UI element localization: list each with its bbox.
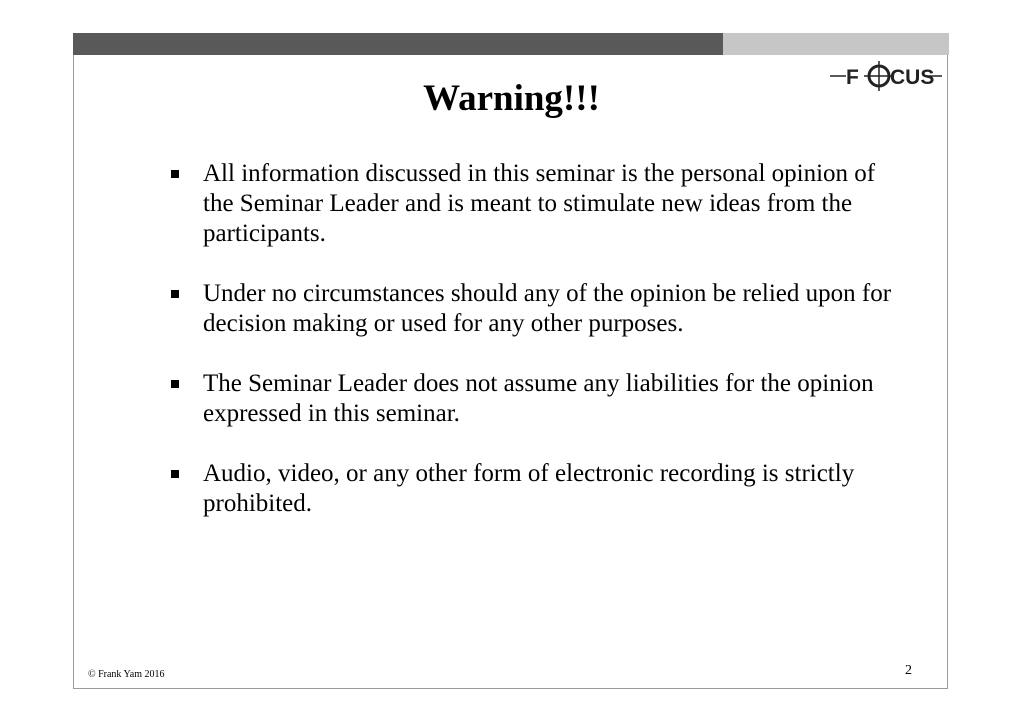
slide-title: Warning!!! — [423, 78, 600, 119]
square-bullet-icon — [171, 290, 179, 298]
bullet-list — [171, 159, 901, 549]
list-item — [171, 459, 901, 519]
page-number: 2 — [905, 663, 912, 678]
bullet-text: Audio, video, or any other form of electronic recording is strictly prohibited. — [203, 460, 855, 517]
bullet-text: Under no circumstances should any of the opinion be relied upon for decision making or used for any other purposes. — [203, 280, 892, 337]
square-bullet-icon — [171, 470, 179, 478]
bullet-text: All information discussed in this seminar is the personal opinion of the Seminar Leader and is meant to stimulate new ideas from the participants. — [203, 160, 876, 247]
bullet-text: The Seminar Leader does not assume any liabilities for the opinion expressed in this seminar. — [203, 370, 874, 427]
svg-text:CUS: CUS — [890, 66, 935, 89]
top-bar-dark — [73, 33, 723, 55]
top-bar-light — [723, 33, 949, 55]
list-item — [171, 369, 901, 429]
square-bullet-icon — [171, 170, 179, 178]
copyright-notice: © Frank Yam 2016 — [88, 669, 165, 680]
list-item — [171, 159, 901, 249]
square-bullet-icon — [171, 380, 179, 388]
slide — [73, 33, 948, 689]
svg-text:F: F — [846, 66, 859, 89]
list-item — [171, 279, 901, 339]
